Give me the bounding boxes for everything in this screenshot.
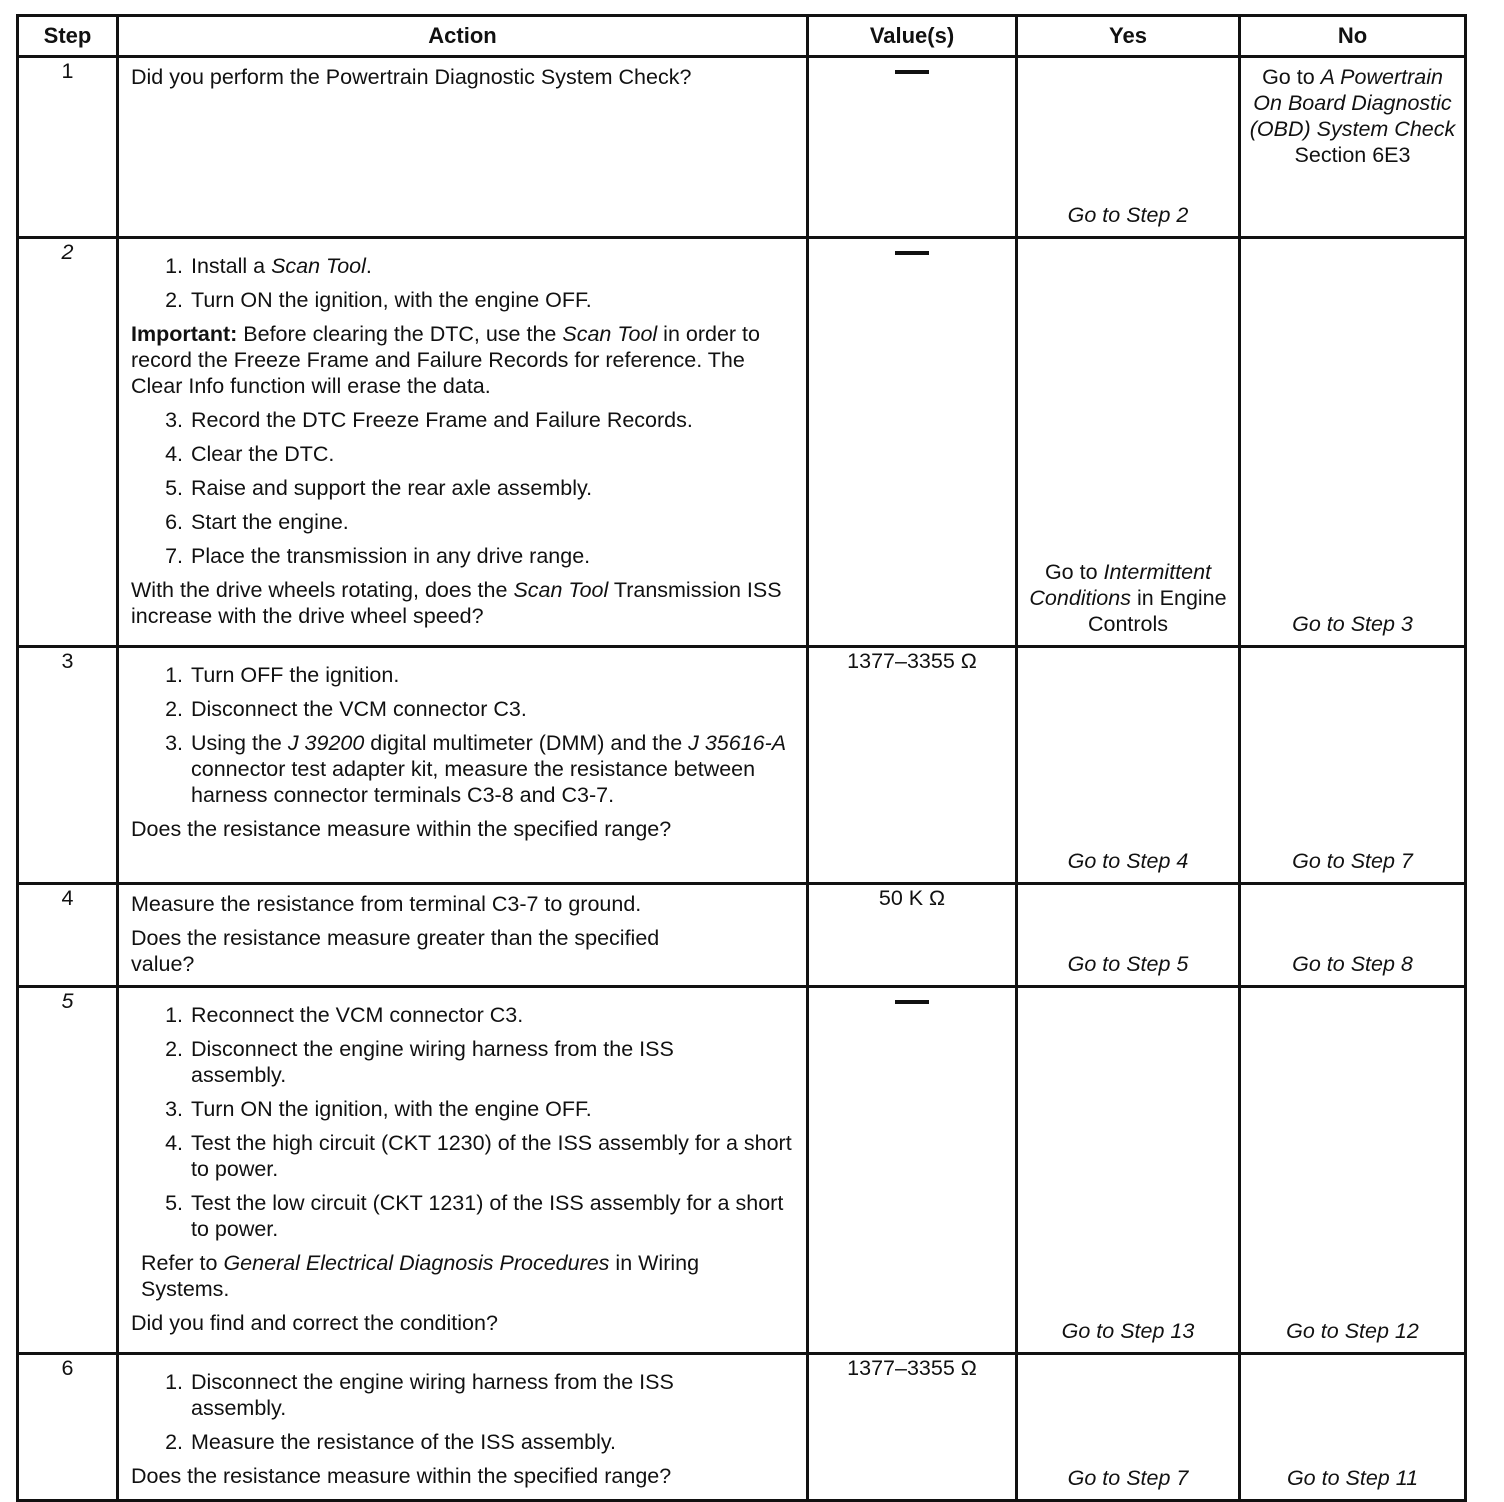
action-item: 2. Disconnect the engine wiring harness from the ISS assembly. [189,1036,796,1088]
action-item: 3. Turn ON the ignition, with the engine OFF. [189,1096,796,1122]
no-link[interactable]: Go to Step 8 [1292,952,1413,976]
action-question: With the drive wheels rotating, does the Scan Tool Transmission ISS increase with the drive wheel speed? [131,578,782,628]
no-cell [1240,57,1466,238]
action-cell [118,238,808,647]
table-row-step-1 [18,57,1466,238]
header-no: No [1240,16,1466,57]
action-cell [118,987,808,1354]
header-values: Value(s) [808,16,1017,57]
step-number: 1 [18,57,118,238]
action-question: Did you find and correct the condition? [131,1311,498,1335]
step-number: 4 [18,884,118,987]
no-link[interactable] [1241,58,1464,174]
action-cell [118,884,808,987]
step-number: 2 [18,238,118,647]
action-item: 1. Reconnect the VCM connector C3. [189,1002,796,1028]
step-number: 3 [18,647,118,884]
no-cell [1240,647,1466,884]
action-item: 1. Turn OFF the ignition. [189,662,796,688]
dash-mark [895,70,929,74]
no-link[interactable]: Go to Step 12 [1286,1319,1419,1343]
yes-cell [1017,57,1240,238]
action-item: 5. Test the low circuit (CKT 1231) of the ISS assembly for a short to power. [189,1190,796,1242]
table-row-step-2 [18,238,1466,647]
action-item: 2. Measure the resistance of the ISS assembly. [189,1429,796,1455]
header-action: Action [118,16,808,57]
action-question: Did you perform the Powertrain Diagnostic System Check? [131,65,692,89]
yes-cell [1017,987,1240,1354]
action-item: 5. Raise and support the rear axle assembly. [189,475,796,501]
dash-mark [895,251,929,255]
action-question: Does the resistance measure within the specified range? [131,817,672,841]
action-item: 3. Using the J 39200 digital multimeter (DMM) and the J 35616-A connector test adapter kit, measure the resistance between harness connector terminals C3-8 and C3-7. [189,730,796,808]
action-cell [118,647,808,884]
yes-cell [1017,1354,1240,1501]
yes-cell [1017,238,1240,647]
value-cell: 1377–3355 Ω [808,647,1017,884]
header-row [18,16,1466,57]
table-row-step-6 [18,1354,1466,1501]
value-cell: 50 K Ω [808,884,1017,987]
header-step: Step [18,16,118,57]
action-item: 1. Install a Scan Tool. [189,253,796,279]
no-link[interactable]: Go to Step 11 [1286,1466,1419,1490]
table-row-step-4 [18,884,1466,987]
yes-link[interactable]: Go to Step 2 [1067,203,1189,227]
no-prefix: Go to [1262,65,1321,89]
action-item: 2. Turn ON the ignition, with the engine OFF. [189,287,796,313]
action-item: 6. Start the engine. [189,509,796,535]
table-row-step-3 [18,647,1466,884]
table-row-step-5 [18,987,1466,1354]
no-cell [1240,987,1466,1354]
yes-cell [1017,647,1240,884]
action-item: 2. Disconnect the VCM connector C3. [189,696,796,722]
no-suffix: Section 6E3 [1294,143,1411,167]
action-cell [118,1354,808,1501]
action-cell [118,57,808,238]
value-cell [808,57,1017,238]
action-item: 3. Record the DTC Freeze Frame and Failure Records. [189,407,796,433]
action-item: 1. Disconnect the engine wiring harness from the ISS assembly. [189,1369,796,1421]
yes-link[interactable]: Go to Intermittent Conditions in Engine Controls [1029,560,1227,636]
value-cell: 1377–3355 Ω [808,1354,1017,1501]
no-italic: A Powertrain On Board Diagnostic (OBD) System Check [1249,65,1456,141]
action-item: 4. Test the high circuit (CKT 1230) of the ISS assembly for a short to power. [189,1130,796,1182]
diagnostic-table [16,14,1467,1502]
header-yes: Yes [1017,16,1240,57]
action-item: 7. Place the transmission in any drive range. [189,543,796,569]
yes-cell [1017,884,1240,987]
no-cell [1240,1354,1466,1501]
yes-link[interactable]: Go to Step 13 [1061,1319,1195,1343]
important-note: Important: Before clearing the DTC, use the Scan Tool in order to record the Freeze Frame and Failure Records for reference. The Clear Info function will erase the data. [131,322,760,398]
value-cell [808,987,1017,1354]
step-number: 5 [18,987,118,1354]
dash-mark [895,1000,929,1004]
refer-note: Refer to General Electrical Diagnosis Procedures in Wiring Systems. [141,1251,700,1301]
action-question: Does the resistance measure within the specified range? [131,1464,672,1488]
no-cell [1240,884,1466,987]
yes-link[interactable]: Go to Step 5 [1067,952,1189,976]
yes-link[interactable]: Go to Step 4 [1067,849,1189,873]
step-number: 6 [18,1354,118,1501]
action-text: Measure the resistance from terminal C3-7 to ground. [131,892,642,916]
action-item: 4. Clear the DTC. [189,441,796,467]
no-link[interactable]: Go to Step 3 [1292,612,1413,636]
yes-link[interactable]: Go to Step 7 [1067,1466,1189,1490]
no-link[interactable]: Go to Step 7 [1292,849,1413,873]
action-question: Does the resistance measure greater than the specified value? [131,926,660,976]
no-cell [1240,238,1466,647]
value-cell [808,238,1017,647]
